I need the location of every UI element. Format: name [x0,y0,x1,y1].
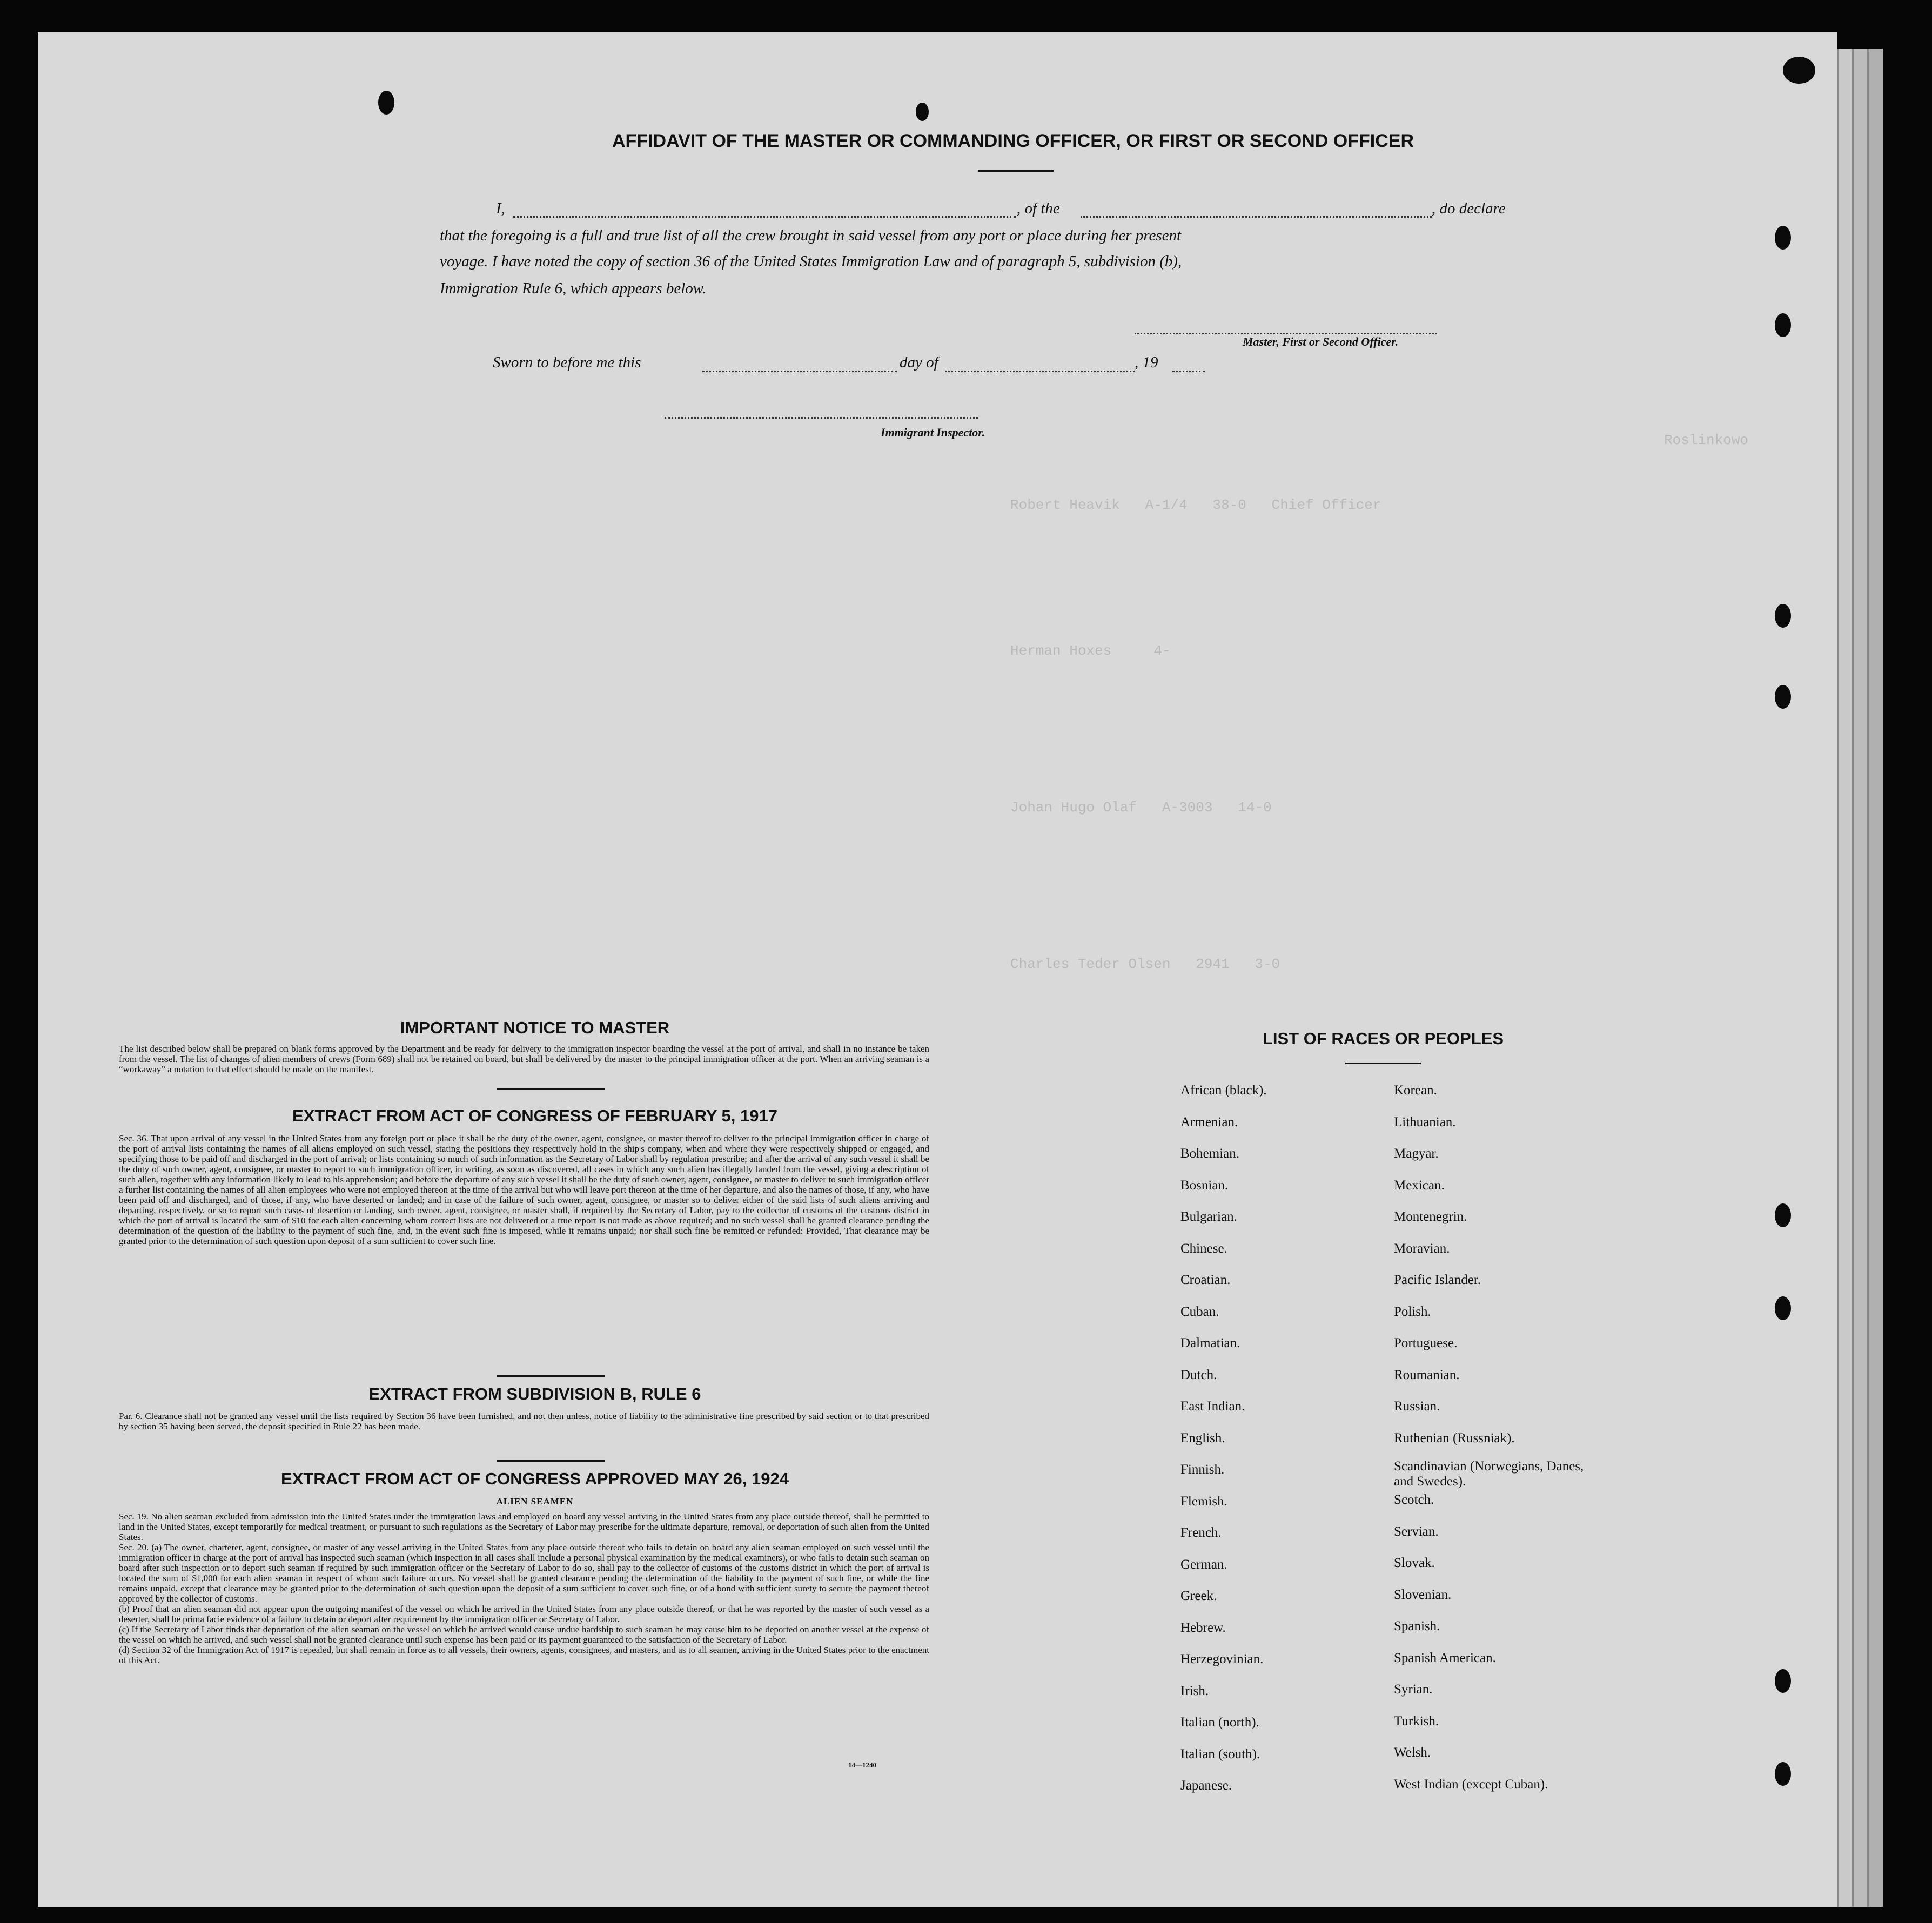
extract-1924-title: EXTRACT FROM ACT OF CONGRESS APPROVED MAY 26, 1924 [281,1469,789,1488]
sworn-date-field[interactable] [702,371,897,372]
punch-hole [378,91,394,115]
binder-hole [1775,226,1791,250]
affidavit-line1-i: I, [496,200,505,217]
race-item: Italian (north). [1180,1715,1259,1730]
race-item: Slovenian. [1394,1587,1452,1602]
bleed-through-text: Herman Hoxes 4- [1010,643,1171,659]
races-rule [1345,1063,1421,1064]
race-item: Armenian. [1180,1114,1238,1129]
bleed-through-text: Charles Teder Olsen 2941 3-0 [1010,956,1280,972]
race-item: Mexican. [1394,1178,1445,1193]
affidavit-line2: that the foregoing is a full and true list of all the crew brought in said vessel from any port or place during her present [440,227,1182,244]
sworn-year-field[interactable] [1172,371,1205,372]
race-item: French. [1180,1525,1222,1540]
binder-hole [1775,685,1791,709]
master-label: Master, First or Second Officer. [1243,335,1399,348]
binder-hole [1775,313,1791,337]
race-item: Bohemian. [1180,1146,1240,1161]
race-item: Portuguese. [1394,1336,1458,1350]
race-item: Roumanian. [1394,1367,1460,1382]
inspector-signature-field[interactable] [665,417,978,419]
page-edge [1867,49,1883,1907]
race-item: East Indian. [1180,1399,1245,1414]
race-item: Polish. [1394,1304,1431,1319]
bleed-through-text: Roslinkowo [1664,432,1749,448]
binder-hole [1775,1296,1791,1320]
extract-1924-paragraph: Sec. 19. No alien seaman excluded from admission into the United States under the immigration laws and employed on board any vessel arriving in the United States from any place outside thereof, shall be permitted to land in the United States, except temporarily for medical treatment, or pursuant to such regulations as the Secretary of Labor may prescribe for the ultimate departure, removal, or deportation of such alien from the United States. [119,1511,929,1542]
extract-1924-body [119,1511,929,1665]
sworn-prefix: Sworn to before me this [493,354,641,371]
extract-1924-subtitle: ALIEN SEAMEN [496,1496,574,1507]
race-item: Magyar. [1394,1146,1439,1161]
binder-hole [1775,1762,1791,1786]
binder-hole [1775,1669,1791,1693]
extract-1924-paragraph: (d) Section 32 of the Immigration Act of 1917 is repealed, but shall remain in force as to all vessels, their owners, agents, consignees, and masters, and as to all seamen, arriving in the United States prior to the enactment of this Act. [119,1645,929,1665]
race-item: Herzegovinian. [1180,1652,1264,1666]
extract-1917-title: EXTRACT FROM ACT OF CONGRESS OF FEBRUARY 5, 1917 [292,1106,777,1125]
notice-body: The list described below shall be prepared on blank forms approved by the Department and be ready for delivery to the immigration inspector boarding the vessel at the port of arrival, and shall in no instance be taken from the vessel. The list of changes of alien members of crews (Form 689) shall not be retained on board, but shall be delivered by the master to the principal immigration officer at the port. When an arriving seaman is a “workaway” a notation to that effect should be made on the manifest. [119,1044,929,1074]
section-rule [497,1375,605,1377]
race-item: Turkish. [1394,1713,1439,1729]
race-item: Russian. [1394,1399,1440,1414]
affidavit-line1-end: , do declare [1432,200,1506,217]
races-right-column [1394,1083,1621,1808]
race-item: Croatian. [1180,1273,1231,1287]
races-left-column [1180,1083,1375,1810]
sworn-month-field[interactable] [945,371,1135,372]
page-edge [1852,49,1868,1907]
race-item: Hebrew. [1180,1620,1226,1635]
race-item: Syrian. [1394,1682,1433,1697]
race-item: Scotch. [1394,1492,1434,1507]
name-field[interactable] [513,216,1016,218]
vessel-field[interactable] [1081,216,1432,218]
bleed-through-text: Johan Hugo Olaf A-3003 14-0 [1010,799,1272,816]
race-item: Japanese. [1180,1778,1232,1793]
punch-hole [1783,57,1815,84]
races-title: LIST OF RACES OR PEOPLES [1262,1029,1504,1048]
race-item: Spanish American. [1394,1650,1496,1665]
form-number: 14—1240 [848,1761,876,1769]
race-item: Chinese. [1180,1241,1227,1256]
race-item: Bosnian. [1180,1178,1229,1193]
race-item: Irish. [1180,1683,1209,1698]
extract-1924-paragraph: (b) Proof that an alien seaman did not appear upon the outgoing manifest of the vessel on which he arrived in the United States from any place outside thereof, or that he was reported by the master of such vessel as a deserter, shall be prima facie evidence of a failure to detain or deport after requirement by the immigration officer or Secretary of Labor. [119,1604,929,1624]
bleed-through-text: Robert Heavik A-1/4 38-0 Chief Officer [1010,497,1381,513]
race-item: Ruthenian (Russniak). [1394,1430,1515,1445]
race-item: Dalmatian. [1180,1336,1240,1350]
notice-title: IMPORTANT NOTICE TO MASTER [400,1018,670,1037]
affidavit-line4: Immigration Rule 6, which appears below. [440,280,707,297]
affidavit-title: AFFIDAVIT OF THE MASTER OR COMMANDING OFFICER, OR FIRST OR SECOND OFFICER [612,131,1414,151]
race-item: Scandinavian (Norwegians, Danes, and Swedes). [1394,1459,1584,1489]
race-item: Dutch. [1180,1367,1217,1382]
extract-1924-paragraph: (c) If the Secretary of Labor finds that deportation of the alien seaman on the vessel on which he arrived would cause undue hardship to such seaman he may cause him to be deported on another vessel at the expense of the vessel on which he arrived, and such vessel shall not be granted clearance until such expense has been paid or its payment guaranteed to the satisfaction of the Secretary of Labor. [119,1624,929,1645]
race-item: Welsh. [1394,1745,1431,1760]
race-item: Finnish. [1180,1462,1225,1477]
section-rule [497,1460,605,1462]
master-signature-field[interactable] [1135,333,1437,334]
sworn-day-of: day of [900,354,938,371]
race-item: Bulgarian. [1180,1209,1237,1224]
race-item: Spanish. [1394,1619,1440,1633]
affidavit-line3: voyage. I have noted the copy of section 36 of the United States Immigration Law and of paragraph 5, subdivision (b), [440,253,1182,270]
race-item: African (black). [1180,1083,1267,1098]
section-rule [497,1088,605,1090]
document-page [38,32,1837,1907]
race-item: Flemish. [1180,1494,1227,1509]
race-item: Greek. [1180,1589,1217,1603]
inspector-label: Immigrant Inspector. [881,426,985,439]
race-item: Cuban. [1180,1304,1219,1319]
race-item: Moravian. [1394,1241,1450,1256]
punch-hole [916,103,929,121]
affidavit-line1-of-the: , of the [1017,200,1060,217]
race-item: Pacific Islander. [1394,1273,1481,1287]
extract-rule6-title: EXTRACT FROM SUBDIVISION B, RULE 6 [368,1384,701,1403]
race-item: Slovak. [1394,1556,1435,1570]
race-item: Lithuanian. [1394,1114,1456,1129]
race-item: English. [1180,1430,1225,1445]
title-rule [978,170,1054,172]
race-item: Servian. [1394,1524,1439,1539]
extract-1924-paragraph: Sec. 20. (a) The owner, charterer, agent, consignee, or master of any vessel arriving in the United States from any place outside thereof who fails to detain on board any alien seaman employed on such vessel until the immigration officer in charge at the port of arrival has inspected such seaman (which inspection in all cases shall include a personal physical examination by the medical examiners), or who fails to detain such seaman on board after such inspection or to deport such seaman if required by such immigration officer or the Secretary of Labor to do so, shall pay to the collector of customs of the customs district in which the port of arrival is located the sum of $1,000 for each alien seaman in respect of whom such failure occurs. No vessel shall be granted clearance pending the determination of the liability to the payment of such fine, or while the fine remains unpaid, except that clearance may be granted prior to the determination of such question upon the deposit of a sum sufficient to cover such fine, or of a bond with sufficient surety to secure the payment thereof approved by the collector of customs. [119,1542,929,1604]
extract-1917-body: Sec. 36. That upon arrival of any vessel in the United States from any foreign port or place it shall be the duty of the owner, agent, consignee, or master thereof to deliver to the principal immigration officer in charge of the port of arrival lists containing the names of all aliens employed on such vessel, stating the positions they respectively hold in the ship's company, when and where they were respectively shipped or engaged, and specifying those to be paid off and discharged in the port of arrival; or lists containing so much of such information as the Secretary of Labor shall by regulation prescribe; and after the arrival of any such vessel it shall be the duty of such owner, agent, consignee, or master to report to such immigration officer, in writing, as soon as discovered, all cases in which any such alien has illegally landed from the vessel, giving a description of such alien, together with any information likely to lead to his apprehension; and before the departure of any such vessel it shall be the duty of such owner, agent, consignee, or master to deliver to such immigration officer a further list containing the names of all alien employees who were not employed thereon at the time of the arrival but who will leave port thereon at the time of her departure, and also the names of those, if any, who have been paid off and discharged, and of those, if any, who have deserted or landed; and in case of the failure of such owner, agent, consignee, or master so to deliver either of the said lists of such aliens arriving and departing, respectively, or so to report such cases of desertion or landing, such owner, agent, consignee, or master shall, if required by the Secretary of Labor, pay to the collector of customs of the customs district in which the port of arrival is located the sum of $10 for each alien concerning whom correct lists are not delivered or a true report is not made as above required; and no such vessel shall be granted clearance pending the determination of the question of the liability to the payment of such fine, and, in the event such fine is imposed, while it remains unpaid; nor shall such fine be remitted or refunded: Provided, That clearance may be granted prior to the determination of such question upon deposit of a sum sufficient to cover such fine. [119,1133,929,1246]
page-edge [1837,49,1853,1907]
race-item: Korean. [1394,1083,1437,1098]
race-item: Italian (south). [1180,1746,1260,1761]
binder-hole [1775,604,1791,628]
race-item: Montenegrin. [1394,1209,1467,1224]
binder-hole [1775,1203,1791,1227]
race-item: West Indian (except Cuban). [1394,1777,1548,1792]
race-item: German. [1180,1557,1227,1572]
extract-rule6-body: Par. 6. Clearance shall not be granted any vessel until the lists required by Section 36 have been furnished, and not then unless, notice of liability to the administrative fine prescribed by said section or to that prescribed by section 35 having been served, the deposit specified in Rule 22 has been made. [119,1411,929,1431]
sworn-year: , 19 [1135,354,1158,371]
